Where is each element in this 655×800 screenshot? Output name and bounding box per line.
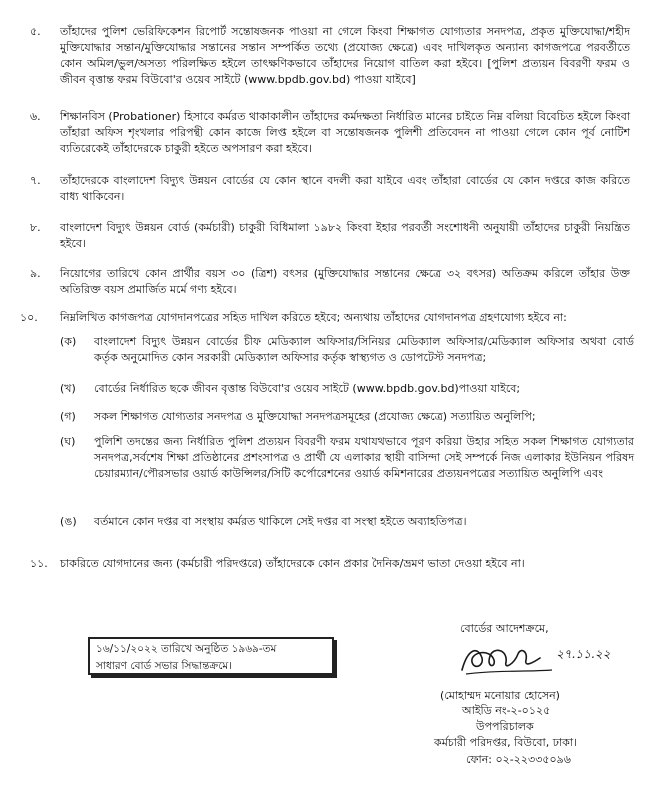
clause-number: ১১. [30, 557, 48, 570]
signature-date: ২৭.১১.২২ [556, 647, 611, 661]
stamp-line-2: সাধারণ বোর্ড সভার সিদ্ধান্তক্রমে। [96, 660, 233, 672]
clause-text: নিয়োগের তারিখে কোন প্রার্থীর বয়স ৩০ (ত্রিশ) বৎসর (মুক্তিযোদ্ধার সন্তানের ক্ষেত্রে ৩২ বৎসর) অতিক্রম করিলে তাঁহার উক্ত অতিরিক্ত বয়স প্রমার্জিত মর্মে গণ্য হইবে। [60, 267, 630, 296]
subclause-label: (গ) [60, 410, 76, 423]
subclause-text: বাংলাদেশ বিদ্যুৎ উন্নয়ন বোর্ডের চীফ মেডিক্যাল অফিসার/সিনিয়র মেডিক্যাল অফিসার/মেডিক্যাল অফিসার অথবা বোর্ড কর্তৃক অনুমোদিত কোন সরকারী মেডিক্যাল অফিসার কর্তৃক স্বাস্থ্যগত ও ডোপটেস্ট সনদপত্র; [94, 335, 634, 364]
subclause-text: সকল শিক্ষাগত যোগ্যতার সনদপত্র ও মুক্তিযোদ্ধা সনদপত্রসমূহের (প্রযোজ্য ক্ষেত্রে) সত্যায়িত অনুলিপি; [94, 410, 536, 423]
subclause-label: (খ) [60, 382, 76, 395]
subclause-label: (ক) [60, 335, 77, 348]
clause-number: ৬. [30, 110, 41, 123]
subclause-label: (ঘ) [60, 435, 76, 448]
signatory-office: কর্মচারী পরিদপ্তর, বিউবো, ঢাকা। [434, 736, 577, 749]
clause-number: ৫. [30, 25, 41, 38]
signatory-name: (মোহাম্মদ মনোয়ার হোসেন) [440, 689, 560, 702]
clause-text: নিম্নলিখিত কাগজপত্র যোগদানপত্রের সহিত দাখিল করিতে হইবে; অন্যথায় তাঁহাদের যোগদানপত্র গ্রহণযোগ্য হইবে না: [60, 311, 567, 324]
clause-number: ৯. [30, 267, 41, 280]
subclause-text: বর্তমানে কোন দপ্তর বা সংস্থায় কর্মরত থাকিলে সেই দপ্তর বা সংস্থা হইতে অব্যাহতিপত্র। [94, 515, 467, 528]
clause-text: বাংলাদেশ বিদ্যুৎ উন্নয়ন বোর্ড (কর্মচারী) চাকুরী বিধিমালা ১৯৮২ কিংবা ইহার পরবর্তী সংশোধনী অনুযায়ী তাঁহাদের চাকুরী নিয়ন্ত্রিত হইবে। [60, 221, 630, 250]
clause-text: শিক্ষানবিস (Probationer) হিসাবে কর্মরত থাকাকালীন তাঁহাদের কর্মদক্ষতা নির্ধারিত মানের চাইতে নিম্ন বলিয়া বিবেচিত হইলে কিংবা তাঁহারা অফিস শৃংখলার পরিপন্থী কোন কাজে লিপ্ত হইলে বা সন্তোষজনক পুলিশী প্রতিবেদন না পাওয়া গেলে কোন পূর্ব নোটিশ ব্যতিরেকেই তাঁহাদেরকে চাকুরী হইতে অপসারণ করা হইবে। [60, 110, 631, 155]
clause-text: চাকরিতে যোগদানের জন্য (কর্মচারী পরিদপ্তরে) তাঁহাদেরকে কোন প্রকার দৈনিক/ভ্রমণ ভাতা দেওয়া হইবে না। [60, 557, 525, 570]
subclause-label: (ঙ) [60, 515, 77, 528]
clause-text: তাঁহাদেরকে বাংলাদেশ বিদ্যুৎ উন্নয়ন বোর্ডের যে কোন স্থানে বদলী করা যাইবে এবং তাঁহারা বোর্ডের যে কোন দপ্তরে কাজ করিতে বাধ্য থাকিবেন। [60, 174, 630, 203]
signatory-id: আইডি নং-২-০১২৫ [462, 704, 551, 717]
clause-number: ৭. [30, 174, 41, 187]
subclause-text: বোর্ডের নির্ধারিত ছকে জীবন বৃত্তান্ত বিউবো'র ওয়েব সাইটে (www.bpdb.gov.bd)পাওয়া যাইবে; [94, 382, 521, 395]
order-line: বোর্ডের আদেশক্রমে, [460, 622, 549, 635]
signatory-designation: উপপরিচালক [476, 720, 534, 733]
signature-scribble [456, 640, 566, 680]
subclause-text: পুলিশি তদন্তের জন্য নির্ধারিত পুলিশ প্রত্যয়ন বিবরণী ফরম যথাযথভাবে পূরণ করিয়া উহার সহিত সকল শিক্ষাগত যোগ্যতার সনদপত্র,সর্বশেষ শিক্ষা প্রতিষ্ঠানের প্রশংসাপত্র ও প্রার্থী যে এলাকার স্থায়ী বাসিন্দা সেই সম্পর্কে নিজ এলাকার ইউনিয়ন পরিষদ চেয়ারম্যান/পৌরসভার ওয়ার্ড কাউন্সিলর/সিটি কর্পোরেশনের ওয়ার্ড কমিশনারের প্রত্যয়নপত্রের সত্যায়িত অনুলিপি এবং [94, 435, 634, 480]
stamp-line-1: ১৬/১১/২০২২ তারিখে অনুষ্ঠিত ১৯৬৯-তম [96, 643, 277, 655]
board-decision-stamp [88, 637, 334, 675]
clause-text: তাঁহাদের পুলিশ ভেরিফিকেশন রিপোর্ট সন্তোষজনক পাওয়া না গেলে কিংবা শিক্ষাগত যোগ্যতার সনদপত্র, প্রকৃত মুক্তিযোদ্ধা/শহীদ মুক্তিযোদ্ধার সন্তান/মুক্তিযোদ্ধার সন্তানের সন্তান সম্পর্কিত তথ্যে (প্রযোজ্য ক্ষেত্রে) এবং দাখিলকৃত অন্যান্য কাগজপত্রে পরবর্তীতে কোন অমিল/ভুল/অসত্য পরিলক্ষিত হইলে তাৎক্ষণিকভাবে তাঁহাদের নিয়োগ বাতিল করা হইবে। [পুলিশ প্রত্যয়ন বিবরণী ফরম ও জীবন বৃত্তান্ত ফরম বিউবো'র ওয়েব সাইটে (www.bpdb.gov.bd) পাওয়া যাইবে] [60, 25, 630, 86]
clause-number: ১০. [20, 311, 38, 324]
clause-number: ৮. [30, 221, 41, 234]
signatory-phone: ফোন: ০২-২২৩৩৫০৯৬ [466, 753, 571, 766]
